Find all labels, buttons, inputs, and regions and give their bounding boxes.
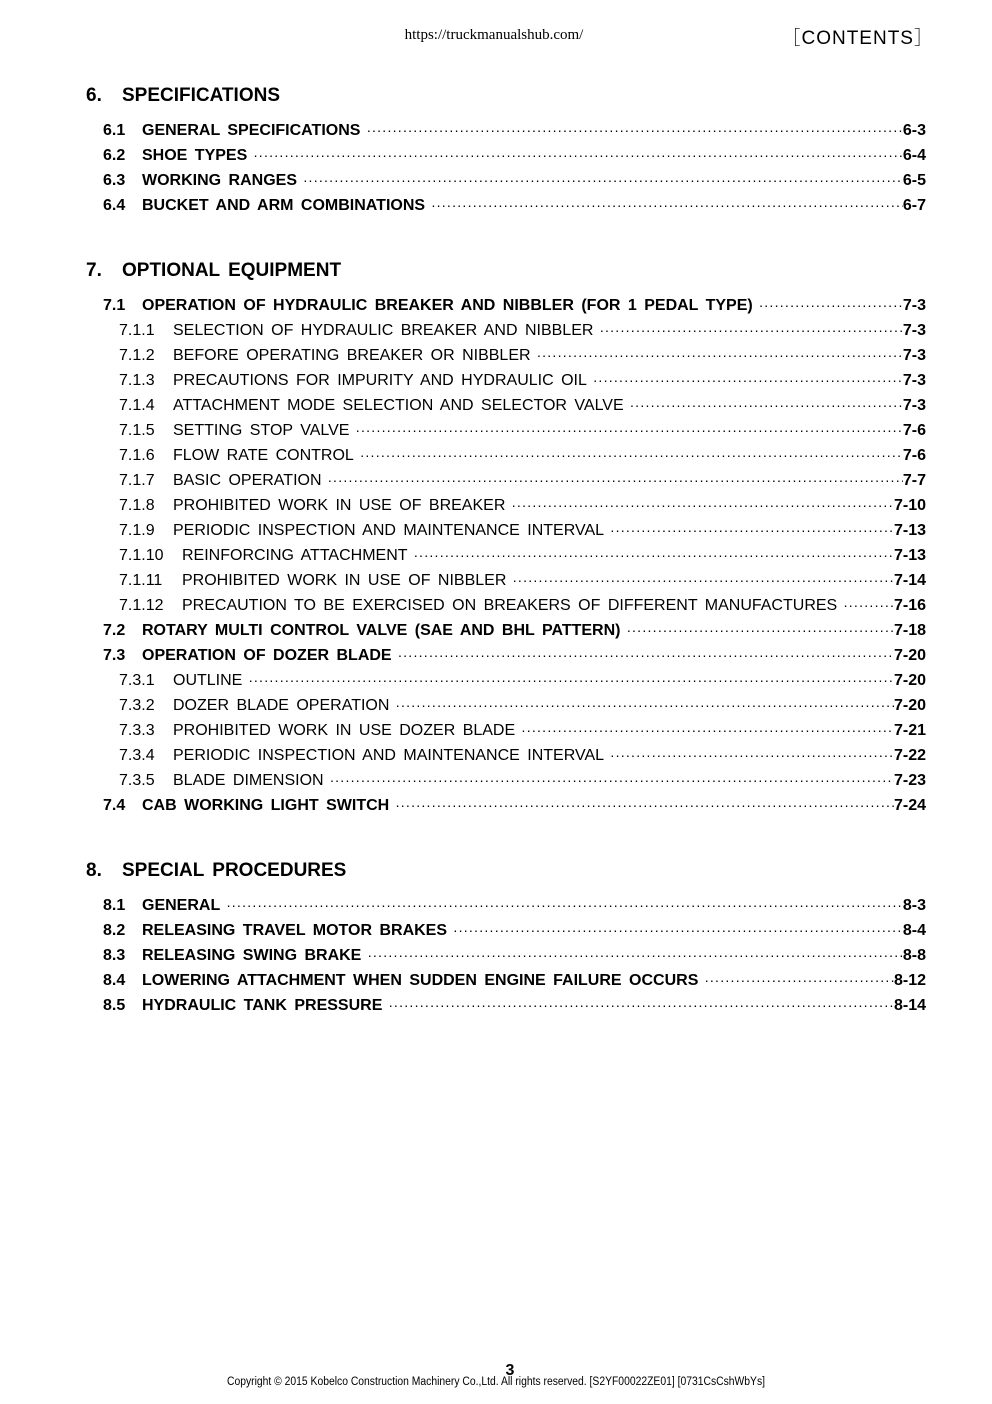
- entry-title: ROTARY MULTI CONTROL VALVE (SAE AND BHL PATTERN): [142, 622, 621, 639]
- entry-page-number: 8-8: [902, 947, 926, 964]
- section-number: 8.: [86, 860, 102, 881]
- entry-page-number: 7-20: [893, 647, 926, 664]
- section-number: 7.: [86, 260, 102, 281]
- entry-number: 7.1.5: [119, 422, 155, 439]
- dot-leader: [355, 418, 902, 443]
- toc-entry[interactable]: [86, 943, 926, 968]
- page-number: 3: [505, 1362, 515, 1379]
- entry-number: 7.1.3: [119, 372, 155, 389]
- dot-leader: [610, 743, 894, 768]
- toc-entry[interactable]: [86, 493, 926, 518]
- entry-number: 8.2: [103, 922, 126, 939]
- entry-page-number: 6-7: [902, 197, 926, 214]
- toc-entry[interactable]: [86, 993, 926, 1018]
- entry-title: RELEASING SWING BRAKE: [142, 947, 362, 964]
- dot-leader: [367, 943, 903, 968]
- toc-section: [86, 857, 926, 1018]
- entry-page-number: 7-3: [902, 297, 926, 314]
- dot-leader: [360, 443, 903, 468]
- entry-page-number: 6-5: [902, 172, 926, 189]
- section-title: [86, 857, 926, 885]
- section-title: [86, 257, 926, 285]
- section-title-text: SPECIFICATIONS: [122, 85, 280, 106]
- entry-page-number: 6-3: [902, 122, 926, 139]
- entry-number: 8.1: [103, 897, 126, 914]
- toc-entry[interactable]: [86, 593, 926, 618]
- entry-page-number: 7-14: [893, 572, 926, 589]
- toc-entry[interactable]: [86, 918, 926, 943]
- entry-number: 7.1.4: [119, 397, 155, 414]
- entry-page-number: 7-13: [893, 547, 926, 564]
- entry-title: HYDRAULIC TANK PRESSURE: [142, 997, 383, 1014]
- toc-entry[interactable]: [86, 393, 926, 418]
- entry-title: BUCKET AND ARM COMBINATIONS: [142, 197, 426, 214]
- entry-title: GENERAL: [142, 897, 221, 914]
- entry-number: 7.3.1: [119, 672, 155, 689]
- dot-leader: [759, 293, 903, 318]
- entry-title: GENERAL SPECIFICATIONS: [142, 122, 361, 139]
- entry-number: 7.2: [103, 622, 126, 639]
- entry-page-number: 7-7: [902, 472, 926, 489]
- dot-leader: [414, 543, 894, 568]
- entry-title: DOZER BLADE OPERATION: [173, 697, 390, 714]
- entry-title: ATTACHMENT MODE SELECTION AND SELECTOR VALVE: [173, 397, 624, 414]
- entry-title: BASIC OPERATION: [173, 472, 322, 489]
- entry-number: 8.4: [103, 972, 126, 989]
- entry-page-number: 7-24: [893, 797, 926, 814]
- dot-leader: [511, 493, 894, 518]
- dot-leader: [630, 393, 903, 418]
- entry-number: 6.3: [103, 172, 126, 189]
- entry-number: 7.3.3: [119, 722, 155, 739]
- dot-leader: [512, 568, 894, 593]
- entry-title: REINFORCING ATTACHMENT: [182, 547, 408, 564]
- entry-number: 7.1.8: [119, 497, 155, 514]
- dot-leader: [599, 318, 902, 343]
- toc-entry[interactable]: [86, 118, 926, 143]
- section-title-text: OPTIONAL EQUIPMENT: [122, 260, 342, 281]
- toc-entry[interactable]: [86, 568, 926, 593]
- entry-page-number: 6-4: [902, 147, 926, 164]
- entry-page-number: 8-12: [893, 972, 926, 989]
- entry-title: BLADE DIMENSION: [173, 772, 324, 789]
- entry-number: 7.1: [103, 297, 126, 314]
- entry-title: BEFORE OPERATING BREAKER OR NIBBLER: [173, 347, 531, 364]
- toc-entry[interactable]: [86, 193, 926, 218]
- dot-leader: [398, 643, 894, 668]
- entry-page-number: 7-3: [902, 397, 926, 414]
- dot-leader: [330, 768, 894, 793]
- toc-section: [86, 257, 926, 818]
- entry-title: OUTLINE: [173, 672, 243, 689]
- toc-entry[interactable]: [86, 368, 926, 393]
- entry-number: 6.1: [103, 122, 126, 139]
- entry-page-number: 7-22: [893, 747, 926, 764]
- entry-number: 7.3.2: [119, 697, 155, 714]
- entry-page-number: 7-6: [902, 422, 926, 439]
- entry-number: 7.1.9: [119, 522, 155, 539]
- entry-number: 7.1.1: [119, 322, 155, 339]
- entry-title: SHOE TYPES: [142, 147, 248, 164]
- copyright-notice: Copyright © 2015 Kobelco Construction Machinery Co.,Ltd. All rights reserved. [S2YF00022ZE01] [0731CsCshWbYs]: [226, 1376, 766, 1388]
- dot-leader: [395, 693, 894, 718]
- entry-page-number: 8-14: [893, 997, 926, 1014]
- entry-title: PERIODIC INSPECTION AND MAINTENANCE INTERVAL: [173, 747, 605, 764]
- section-number: 6.: [86, 85, 102, 106]
- entry-title: OPERATION OF HYDRAULIC BREAKER AND NIBBLER (FOR 1 PEDAL TYPE): [142, 297, 753, 314]
- entry-title: PROHIBITED WORK IN USE OF NIBBLER: [182, 572, 507, 589]
- toc-entry[interactable]: [86, 343, 926, 368]
- entry-page-number: 7-6: [902, 447, 926, 464]
- dot-leader: [303, 168, 903, 193]
- entry-number: 7.4: [103, 797, 126, 814]
- entry-page-number: 7-21: [893, 722, 926, 739]
- toc-entry[interactable]: [86, 143, 926, 168]
- entry-number: 8.3: [103, 947, 126, 964]
- entry-number: 7.1.7: [119, 472, 155, 489]
- entry-title: WORKING RANGES: [142, 172, 297, 189]
- entry-number: 7.1.10: [119, 547, 164, 564]
- toc-section: [86, 82, 926, 218]
- entry-page-number: 7-3: [902, 322, 926, 339]
- toc-entry[interactable]: [86, 668, 926, 693]
- entry-number: 7.3.4: [119, 747, 155, 764]
- toc-entry[interactable]: [86, 168, 926, 193]
- entry-title: PROHIBITED WORK IN USE OF BREAKER: [173, 497, 506, 514]
- entry-title: PRECAUTIONS FOR IMPURITY AND HYDRAULIC OIL: [173, 372, 587, 389]
- entry-number: 7.1.12: [119, 597, 164, 614]
- toc-entry[interactable]: [86, 543, 926, 568]
- entry-number: 7.1.6: [119, 447, 155, 464]
- toc-entry[interactable]: [86, 768, 926, 793]
- entry-title: OPERATION OF DOZER BLADE: [142, 647, 392, 664]
- entry-title: SELECTION OF HYDRAULIC BREAKER AND NIBBLER: [173, 322, 594, 339]
- entry-title: PROHIBITED WORK IN USE DOZER BLADE: [173, 722, 516, 739]
- entry-title: SETTING STOP VALVE: [173, 422, 350, 439]
- entry-page-number: 7-20: [893, 672, 926, 689]
- entry-page-number: 7-16: [893, 597, 926, 614]
- entry-page-number: 7-10: [893, 497, 926, 514]
- dot-leader: [366, 118, 902, 143]
- entry-number: 7.3.5: [119, 772, 155, 789]
- entry-title: FLOW RATE CONTROL: [173, 447, 354, 464]
- entry-number: 8.5: [103, 997, 126, 1014]
- section-title: [86, 82, 926, 110]
- toc-entry[interactable]: [86, 293, 926, 318]
- toc-entry[interactable]: [86, 893, 926, 918]
- dot-leader: [537, 343, 903, 368]
- entry-page-number: 7-3: [902, 347, 926, 364]
- dot-leader: [521, 718, 894, 743]
- dot-leader: [453, 918, 903, 943]
- entry-page-number: 8-3: [902, 897, 926, 914]
- entry-number: 6.2: [103, 147, 126, 164]
- dot-leader: [248, 668, 894, 693]
- dot-leader: [610, 518, 894, 543]
- entry-title: RELEASING TRAVEL MOTOR BRAKES: [142, 922, 448, 939]
- source-url[interactable]: https://truckmanualshub.com/: [404, 27, 584, 43]
- entry-page-number: 8-4: [902, 922, 926, 939]
- section-title-text: SPECIAL PROCEDURES: [122, 860, 347, 881]
- entry-title: PRECAUTION TO BE EXERCISED ON BREAKERS OF DIFFERENT MANUFACTURES: [182, 597, 838, 614]
- entry-number: 7.1.11: [119, 572, 163, 589]
- entry-page-number: 7-3: [902, 372, 926, 389]
- toc-entry[interactable]: [86, 418, 926, 443]
- toc-entry[interactable]: [86, 443, 926, 468]
- dot-leader: [843, 593, 894, 618]
- toc-entry[interactable]: [86, 318, 926, 343]
- entry-title: PERIODIC INSPECTION AND MAINTENANCE INTERVAL: [173, 522, 605, 539]
- dot-leader: [593, 368, 903, 393]
- dot-leader: [226, 893, 903, 918]
- entry-page-number: 7-20: [893, 697, 926, 714]
- entry-page-number: 7-18: [893, 622, 926, 639]
- entry-page-number: 7-13: [893, 522, 926, 539]
- entry-title: CAB WORKING LIGHT SWITCH: [142, 797, 390, 814]
- entry-title: LOWERING ATTACHMENT WHEN SUDDEN ENGINE FAILURE OCCURS: [142, 972, 699, 989]
- entry-number: 7.1.2: [119, 347, 155, 364]
- toc-entry[interactable]: [86, 743, 926, 768]
- toc-entry[interactable]: [86, 518, 926, 543]
- contents-tag: ［CONTENTS］: [781, 28, 934, 49]
- entry-page-number: 7-23: [893, 772, 926, 789]
- entry-number: 7.3: [103, 647, 126, 664]
- toc-entry[interactable]: [86, 618, 926, 643]
- dot-leader: [395, 793, 894, 818]
- dot-leader: [431, 193, 903, 218]
- toc-entry[interactable]: [86, 718, 926, 743]
- dot-leader: [328, 468, 903, 493]
- dot-leader: [388, 993, 894, 1018]
- dot-leader: [253, 143, 903, 168]
- toc-entry[interactable]: [86, 643, 926, 668]
- toc-entry[interactable]: [86, 793, 926, 818]
- entry-number: 6.4: [103, 197, 126, 214]
- toc-entry[interactable]: [86, 468, 926, 493]
- toc-entry[interactable]: [86, 693, 926, 718]
- dot-leader: [626, 618, 894, 643]
- dot-leader: [704, 968, 894, 993]
- toc-entry[interactable]: [86, 968, 926, 993]
